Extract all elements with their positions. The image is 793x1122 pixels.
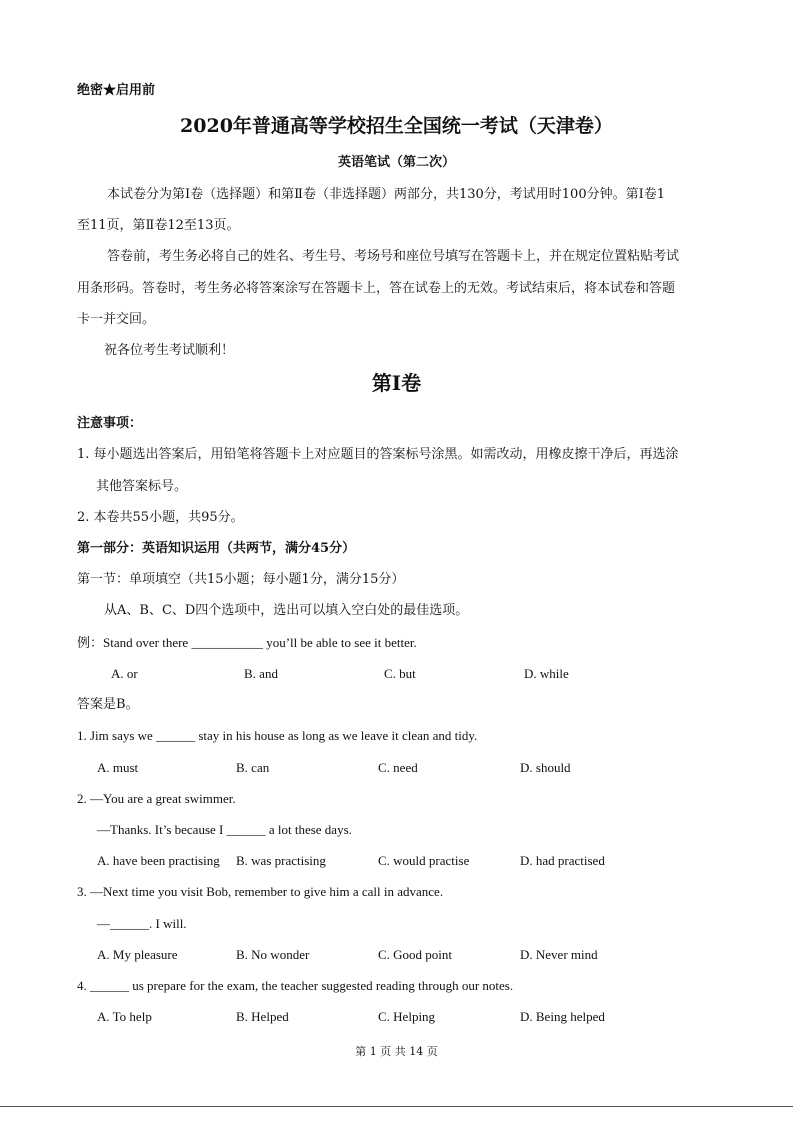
intro-p2-line2: 用条形码。答卷时，考生务必将答案涂写在答题卡上，答在试卷上的无效。考试结束后，将本试卷和答题: [77, 281, 676, 296]
q3-option-d: D. Never mind: [520, 947, 598, 962]
page-footer: 第 1 页 共 14 页: [355, 1045, 438, 1058]
q4-option-b: B. Helped: [236, 1009, 289, 1024]
q4-option-d: D. Being helped: [520, 1009, 605, 1024]
page-bottom-rule: [0, 1106, 793, 1107]
intro-p1-line1: 本试卷分为第Ⅰ卷（选择题）和第Ⅱ卷（非选择题）两部分，共130分，考试用时100分钟。第Ⅰ卷1: [107, 187, 666, 202]
q2-stem: 2. —You are a great swimmer.: [77, 791, 236, 806]
q2-option-c: C. would practise: [378, 853, 470, 868]
q2-option-d: D. had practised: [520, 853, 605, 868]
example-stem: 例：Stand over there ___________ you’ll be able to see it better.: [77, 635, 417, 650]
example-option-a: A. or: [111, 666, 138, 681]
q1-stem: 1. Jim says we ______ stay in his house as long as we leave it clean and tidy.: [77, 728, 478, 743]
example-answer: 答案是B。: [77, 697, 139, 712]
instruction: 从A、B、C、D四个选项中，选出可以填入空白处的最佳选项。: [104, 603, 469, 618]
intro-p3: 祝各位考生考试顺利！: [104, 343, 235, 358]
intro-p2-line1: 答卷前，考生务必将自己的姓名、考生号、考场号和座位号填写在答题卡上，并在规定位置粘贴考试: [107, 249, 680, 264]
q1-option-c: C. need: [378, 760, 418, 775]
exam-subtitle: 英语笔试（第二次）: [337, 155, 455, 170]
q2-option-b: B. was practising: [236, 853, 326, 868]
section1-heading: 第一节：单项填空（共15小题；每小题1分，满分15分）: [77, 572, 405, 587]
example-option-d: D. while: [524, 666, 569, 681]
q3-option-a: A. My pleasure: [97, 947, 178, 962]
q4-stem: 4. ______ us prepare for the exam, the teacher suggested reading through our notes.: [77, 978, 514, 993]
note-2: 2. 本卷共55小题，共95分。: [77, 510, 244, 525]
secret-label: 绝密★启用前: [77, 83, 156, 98]
q3-line2: —______. I will.: [97, 916, 187, 931]
exam-title: 2020年普通高等学校招生全国统一考试（天津卷）: [180, 115, 613, 137]
note-1-line2: 其他答案标号。: [96, 479, 188, 494]
intro-p1-line2: 至11页，第Ⅱ卷12至13页。: [77, 218, 240, 233]
q3-option-c: C. Good point: [378, 947, 453, 962]
q4-option-a: A. To help: [97, 1009, 152, 1024]
q4-option-c: C. Helping: [378, 1009, 436, 1024]
q1-option-d: D. should: [520, 760, 571, 775]
q2-line2: —Thanks. It’s because I ______ a lot these days.: [97, 822, 352, 837]
q3-option-b: B. No wonder: [236, 947, 310, 962]
section-title: 第Ⅰ卷: [371, 371, 422, 395]
example-option-c: C. but: [384, 666, 416, 681]
q1-option-b: B. can: [236, 760, 270, 775]
note-1-line1: 1. 每小题选出答案后，用铅笔将答题卡上对应题目的答案标号涂黑。如需改动，用橡皮擦干净后，再选涂: [77, 447, 679, 462]
example-option-b: B. and: [244, 666, 278, 681]
intro-p2-line3: 卡一并交回。: [77, 312, 156, 327]
notes-heading: 注意事项：: [77, 416, 143, 431]
q2-option-a: A. have been practising: [97, 853, 220, 868]
q1-option-a: A. must: [97, 760, 139, 775]
part1-heading: 第一部分：英语知识运用（共两节，满分45分）: [77, 541, 356, 556]
q3-stem: 3. —Next time you visit Bob, remember to give him a call in advance.: [77, 884, 444, 899]
